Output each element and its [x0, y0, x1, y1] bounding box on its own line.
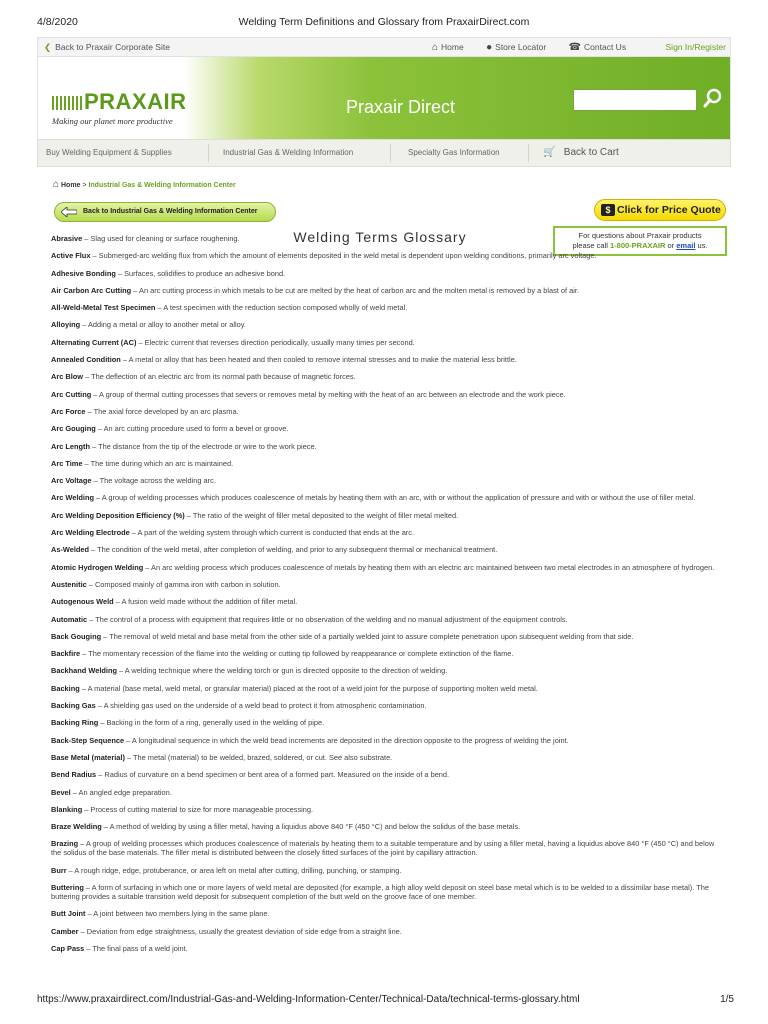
glossary-definition: – A rough ridge, edge, protuberance, or area left on metal after cutting, drilling, punching, or stamping. — [66, 865, 402, 875]
glossary-term: Backing Ring — [51, 718, 99, 728]
glossary-definition: – The condition of the weld metal, after completion of welding, and prior to any subsequent thermal or mechanical treatment. — [89, 545, 498, 555]
glossary-definition: – Adding a metal or alloy to another metal or alloy. — [80, 320, 246, 330]
glossary-entry — [51, 684, 717, 693]
contact-line-1: For questions about Praxair products — [578, 231, 702, 240]
glossary-entry — [51, 320, 717, 329]
glossary-entry — [51, 511, 717, 520]
glossary-definition: – A form of surfacing in which one or more layers of weld metal are deposited (for example, a high alloy weld deposit on steel base metal which is to be welded to a dissimilar base metal). The buttering provides a suitable transition weld deposit for subsequent completion of the butt weld on the groove face of one member. — [51, 882, 709, 901]
glossary-entry — [51, 580, 717, 589]
site-name: Praxair Direct — [346, 97, 456, 117]
glossary-entry — [51, 805, 717, 814]
glossary-definition: – The axial force developed by an arc plasma. — [85, 406, 239, 416]
glossary-entry — [51, 424, 717, 433]
glossary-definition: – Process of cutting material to size for more manageable processing. — [82, 804, 314, 814]
logo-stripes-icon — [52, 96, 82, 110]
site-banner — [37, 57, 731, 139]
glossary-definition: – Backing in the form of a ring, generally used in the welding of pipe. — [98, 718, 325, 728]
glossary-term: Arc Voltage — [51, 476, 92, 486]
glossary-term: Arc Blow — [51, 372, 84, 382]
glossary-definition: – A welding technique where the welding torch or gun is directed opposite to the direction of welding. — [116, 666, 448, 676]
glossary-entry — [51, 234, 717, 243]
breadcrumb-separator: > — [82, 182, 87, 189]
glossary-term: Annealed Condition — [51, 355, 121, 365]
glossary-definition: – A longitudinal sequence in which the weld bead increments are deposited in the direction opposite to the progress of welding the joint. — [124, 735, 569, 745]
glossary-definition: – A joint between two members lying in the same plane. — [85, 909, 270, 919]
glossary-definition: – A group of thermal cutting processes that severs or removes metal by melting with the heat of an arc between an electrode and the work piece. — [91, 389, 566, 399]
glossary-entry — [51, 476, 717, 485]
glossary-term: All-Weld-Metal Test Specimen — [51, 303, 156, 313]
glossary-entry — [51, 701, 717, 710]
glossary-entry — [51, 866, 717, 875]
glossary-term: Backfire — [51, 649, 81, 659]
glossary-definition: – Composed mainly of gamma iron with carbon in solution. — [86, 579, 281, 589]
glossary-definition: – The deflection of an electric arc from its normal path because of magnetic forces. — [83, 372, 356, 382]
glossary-entry — [51, 615, 717, 624]
glossary-entry — [51, 493, 717, 502]
glossary-definition: – Deviation from edge straightness, usually the greatest deviation of side edge from a straight line. — [78, 926, 402, 936]
praxair-logo[interactable] — [52, 89, 192, 126]
glossary-entry — [51, 303, 717, 312]
glossary-entry — [51, 459, 717, 468]
glossary-definition: – Submerged-arc welding flux from which the amount of elements deposited in the weld metal is dependent upon welding conditions, primarily arc voltage. — [90, 251, 597, 261]
back-to-corporate-link[interactable] — [44, 42, 170, 53]
glossary-entry — [51, 649, 717, 658]
glossary-term: Arc Welding Deposition Efficiency (%) — [51, 510, 185, 520]
store-locator-link[interactable] — [486, 42, 556, 52]
glossary-definition: – The time during which an arc is maintained. — [82, 458, 234, 468]
glossary-entry — [51, 788, 717, 797]
logo-text: PRAXAIR — [84, 89, 187, 114]
glossary-term: Adhesive Bonding — [51, 268, 116, 278]
print-header — [0, 16, 768, 32]
home-link[interactable] — [432, 42, 474, 52]
glossary-definition: – A test specimen with the reduction section composed wholly of weld metal. — [155, 303, 408, 313]
glossary-term: Austenitic — [51, 579, 87, 589]
glossary-term: Autogenous Weld — [51, 597, 114, 607]
glossary-term: Bend Radius — [51, 770, 97, 780]
glossary-definition: – The removal of weld metal and base metal from the other side of a partially welded joint to assure complete penetration upon subsequent welding from that side. — [101, 631, 634, 641]
breadcrumb-home-icon: ⌂ — [53, 179, 60, 190]
glossary-definition: – Radius of curvature on a bend specimen or bent area of a formed part. Measured on the inside of a bend. — [96, 770, 450, 780]
glossary-term: Buttering — [51, 882, 84, 892]
glossary-entry — [51, 718, 717, 727]
print-url: https://www.praxairdirect.com/Industrial-Gas-and-Welding-Information-Center/Technical-Data/technical-terms-glossary.html — [37, 994, 580, 1005]
search-icon — [702, 87, 724, 111]
glossary-definition: – The final pass of a weld joint. — [84, 943, 188, 953]
glossary-term: Back Gouging — [51, 631, 102, 641]
glossary-term: Butt Joint — [51, 909, 86, 919]
tab-specialty-gas-info[interactable]: Specialty Gas Information — [408, 148, 500, 157]
nav-divider — [208, 144, 209, 162]
glossary-definition: – A group of welding processes which produces coalescence of materials by heating them to a suitable temperature and by using a filler metal, having a liquidus above 840 °F (450 °C) and below the solidus of the base materials. The filler metal is distributed between the closely fitted surfaces of the joint by capillary attraction. — [51, 839, 715, 858]
glossary-entry — [51, 286, 717, 295]
glossary-definition: – A shielding gas used on the underside of a weld bead to protect it from atmospheric contamination. — [95, 701, 427, 711]
phone-icon: ☎ — [568, 42, 582, 53]
glossary-entry — [51, 442, 717, 451]
glossary-term: Alternating Current (AC) — [51, 337, 137, 347]
glossary-definition: – Electric current that reverses direction periodically, usually many times per second. — [136, 337, 415, 347]
page-title-text: Welding Terms Glossary — [293, 229, 467, 245]
glossary-list — [51, 234, 717, 961]
glossary-definition: – A part of the welding system through which current is conducted that ends at the arc. — [129, 528, 415, 538]
glossary-term: Camber — [51, 926, 79, 936]
glossary-definition: – An angled edge preparation. — [70, 787, 172, 797]
sign-in-link[interactable]: Sign In/Register — [665, 42, 726, 52]
location-pin-icon: ● — [486, 42, 493, 53]
glossary-entry — [51, 666, 717, 675]
glossary-entry — [51, 269, 717, 278]
home-link-label: Home — [441, 42, 464, 52]
glossary-definition: – A metal or alloy that has been heated and then cooled to remove internal stresses and to make the material less brittle. — [120, 355, 517, 365]
back-to-cart-link[interactable] — [543, 140, 619, 166]
glossary-entry — [51, 563, 717, 572]
glossary-entry — [51, 770, 717, 779]
glossary-term: As-Welded — [51, 545, 90, 555]
glossary-term: Automatic — [51, 614, 88, 624]
store-locator-label: Store Locator — [495, 42, 547, 52]
contact-phone[interactable]: 1-800-PRAXAIR — [609, 241, 666, 250]
glossary-entry — [51, 753, 717, 762]
glossary-definition: – Slag used for cleaning or surface roughening. — [82, 234, 240, 243]
glossary-entry — [51, 407, 717, 416]
print-page-number: 1/5 — [720, 994, 734, 1005]
glossary-definition: – A fusion weld made without the addition of filler metal. — [113, 597, 298, 607]
glossary-definition: – The voltage across the welding arc. — [91, 476, 216, 486]
back-to-info-center-label: Back to Industrial Gas & Welding Information Center — [83, 208, 258, 215]
glossary-entry — [51, 822, 717, 831]
back-to-cart-label: Back to Cart — [563, 147, 619, 158]
utility-bar — [37, 37, 731, 57]
search-input[interactable] — [573, 89, 697, 111]
glossary-term: Base Metal (material) — [51, 752, 125, 762]
tab-buy-welding-equipment[interactable]: Buy Welding Equipment & Supplies — [46, 148, 172, 157]
glossary-term: Braze Welding — [51, 822, 102, 832]
glossary-term: Backhand Welding — [51, 666, 117, 676]
glossary-term: Arc Length — [51, 441, 91, 451]
nav-divider — [390, 144, 391, 162]
glossary-term: Brazing — [51, 839, 79, 849]
glossary-term: Arc Welding Electrode — [51, 528, 130, 538]
cart-icon: 🛒 — [543, 147, 556, 158]
glossary-definition: – The control of a process with equipment that requires little or no observation of the welding and no manual adjustment of the equipment controls. — [87, 614, 568, 624]
glossary-term: Active Flux — [51, 251, 91, 261]
search-button[interactable] — [702, 87, 724, 111]
print-document-title: Welding Term Definitions and Glossary from PraxairDirect.com — [238, 16, 530, 28]
glossary-entry — [51, 390, 717, 399]
glossary-term: Arc Cutting — [51, 389, 92, 399]
glossary-definition: – The ratio of the weight of filler metal deposited to the weight of filler metal melted. — [184, 510, 459, 520]
glossary-entry — [51, 338, 717, 347]
glossary-term: Arc Gouging — [51, 424, 96, 434]
contact-suffix: us. — [695, 241, 708, 250]
contact-or: or — [665, 241, 677, 250]
glossary-definition: – Surfaces, solidifies to produce an adhesive bond. — [115, 268, 286, 278]
glossary-entry — [51, 251, 717, 260]
glossary-term: Bevel — [51, 787, 71, 797]
glossary-entry — [51, 944, 717, 953]
glossary-definition: – An arc cutting procedure used to form a bevel or groove. — [95, 424, 289, 434]
glossary-definition: – A method of welding by using a filler metal, having a liquidus above 840 °F (450 °C) and below the solidus of the base metals. — [101, 822, 521, 832]
glossary-term: Atomic Hydrogen Welding — [51, 562, 144, 572]
glossary-entry — [51, 909, 717, 918]
main-nav — [37, 139, 731, 167]
glossary-entry — [51, 528, 717, 537]
glossary-term: Backing Gas — [51, 701, 96, 711]
glossary-entry — [51, 632, 717, 641]
tab-industrial-gas-info[interactable]: Industrial Gas & Welding Information — [223, 148, 354, 157]
breadcrumb-current[interactable]: Industrial Gas & Welding Information Center — [88, 182, 236, 189]
contact-email-link[interactable]: email — [676, 241, 696, 250]
dollar-icon: $ — [601, 204, 615, 216]
glossary-term: Air Carbon Arc Cutting — [51, 285, 132, 295]
chevron-left-icon: ❮ — [44, 42, 52, 52]
glossary-definition: – The distance from the tip of the electrode or wire to the work piece. — [90, 441, 317, 451]
glossary-term: Blanking — [51, 804, 83, 814]
contact-us-label: Contact Us — [584, 42, 627, 52]
price-quote-button[interactable] — [594, 199, 726, 221]
glossary-entry — [51, 839, 717, 857]
breadcrumb — [53, 179, 236, 190]
glossary-entry — [51, 545, 717, 554]
breadcrumb-home[interactable]: Home — [61, 182, 81, 189]
glossary-term: Burr — [51, 865, 67, 875]
logo-wordmark — [52, 89, 192, 115]
glossary-term: Alloying — [51, 320, 81, 330]
print-footer — [0, 994, 768, 1008]
glossary-definition: – A group of welding processes which produces coalescence of metals by heating them with an arc, with or without the application of pressure and with or without the use of filler metal. — [93, 493, 696, 503]
glossary-entry — [51, 736, 717, 745]
glossary-entry — [51, 355, 717, 364]
glossary-definition: – An arc cutting process in which metals to be cut are melted by the heat of carbon arc and the molten metal is removed by a blast of air. — [131, 285, 579, 295]
print-date: 4/8/2020 — [37, 16, 78, 28]
glossary-entry — [51, 372, 717, 381]
glossary-term: Cap Pass — [51, 943, 85, 953]
glossary-term: Arc Force — [51, 406, 86, 416]
glossary-term: Arc Time — [51, 458, 83, 468]
price-quote-label: Click for Price Quote — [617, 204, 721, 216]
arrow-left-icon — [61, 207, 77, 217]
glossary-term: Abrasive — [51, 234, 83, 243]
glossary-entry — [51, 927, 717, 936]
utility-links — [432, 42, 646, 53]
glossary-entry — [51, 883, 717, 901]
home-icon: ⌂ — [432, 42, 439, 53]
glossary-term: Backing — [51, 683, 80, 693]
glossary-definition: – An arc welding process which produces coalescence of metals by heating them with an electric arc maintained between two metal electrodes in an atmosphere of hydrogen. — [143, 562, 715, 572]
contact-us-link[interactable] — [569, 42, 637, 52]
glossary-definition: – A material (base metal, weld metal, or granular material) placed at the root of a weld joint for the purpose of supporting molten weld metal. — [79, 683, 538, 693]
back-to-info-center-button[interactable] — [54, 202, 276, 222]
glossary-definition: – The momentary recession of the flame into the welding or cutting tip followed by reappearance or complete extinction of the flame. — [80, 649, 514, 659]
glossary-term: Back-Step Sequence — [51, 735, 125, 745]
glossary-entry — [51, 597, 717, 606]
nav-divider — [528, 144, 529, 162]
glossary-definition: – The metal (material) to be welded, brazed, soldered, or cut. See also substrate. — [124, 752, 393, 762]
glossary-term: Arc Welding — [51, 493, 94, 503]
back-to-corporate-label: Back to Praxair Corporate Site — [55, 42, 170, 52]
contact-prefix: please call — [572, 241, 610, 250]
logo-tagline: Making our planet more productive — [52, 116, 173, 126]
